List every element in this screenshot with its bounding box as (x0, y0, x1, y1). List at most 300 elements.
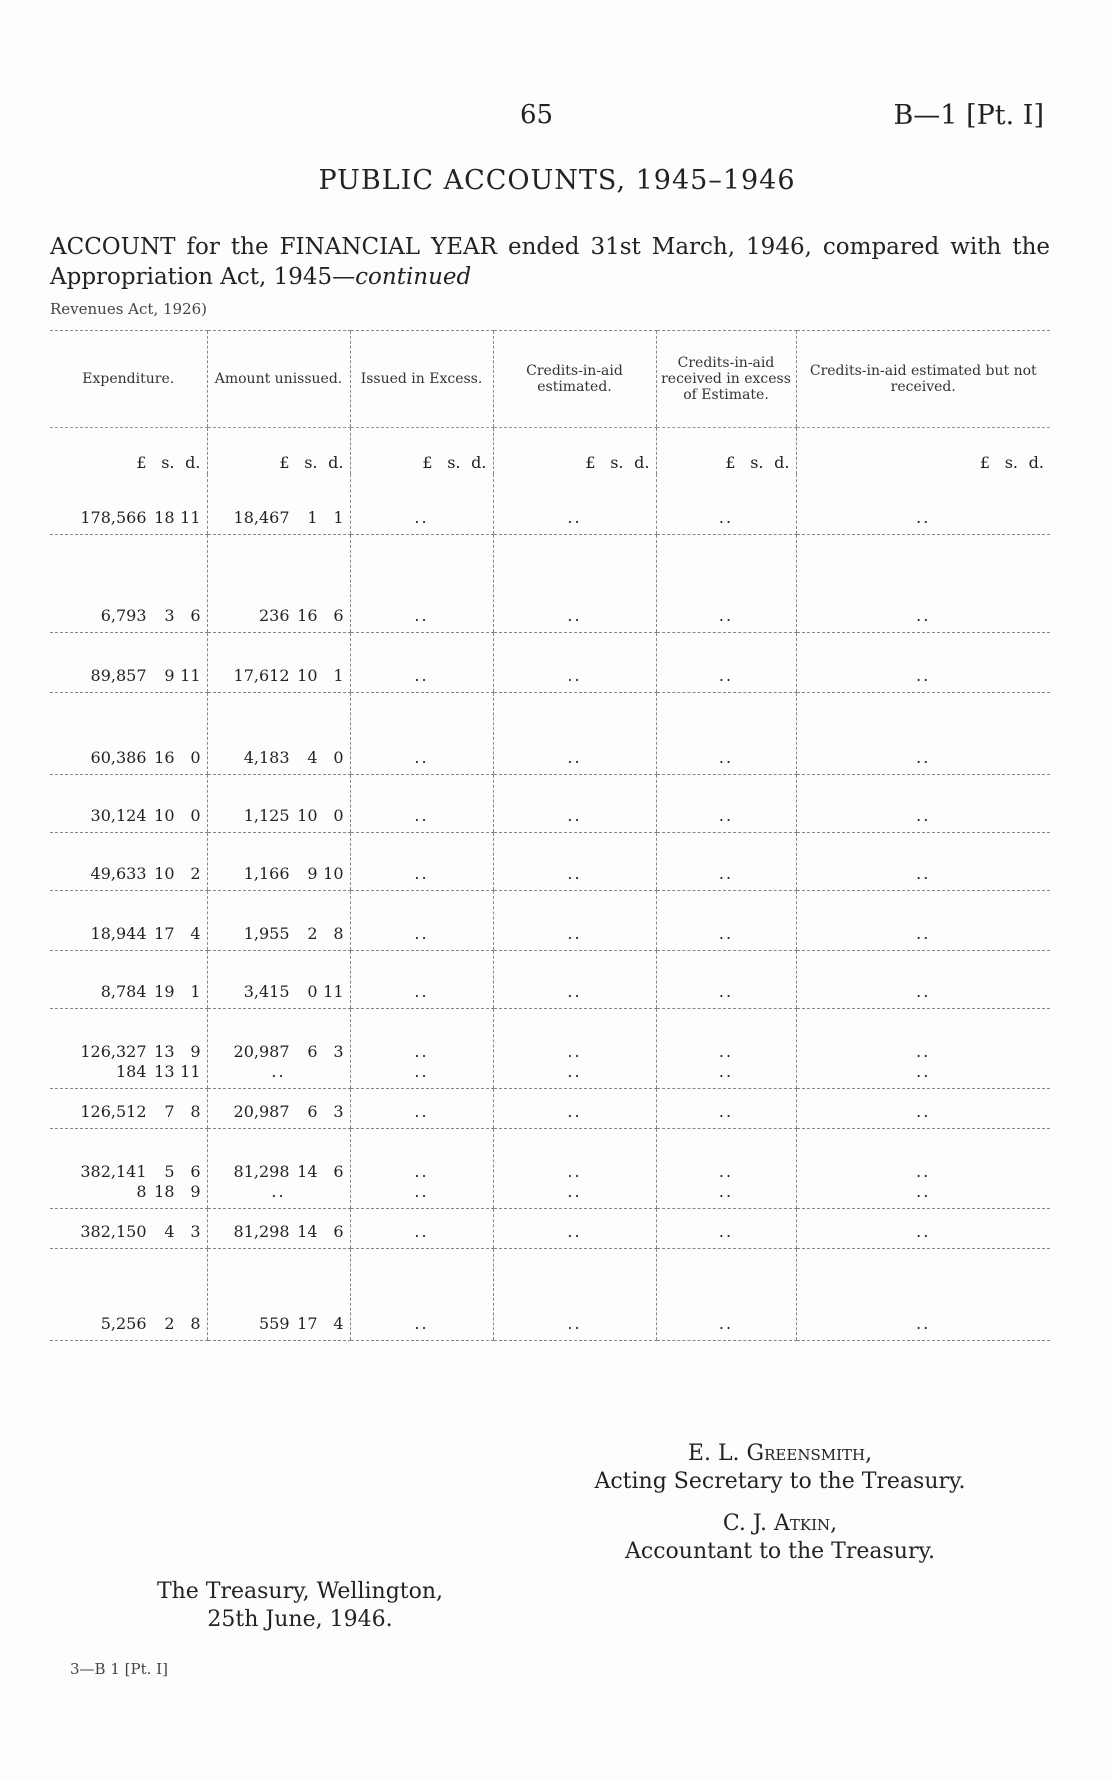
signature-block-2 (560, 1510, 1000, 1566)
unit-shilling: s. (1004, 453, 1018, 472)
nil-marker: .. (916, 1041, 931, 1061)
nil-cell (350, 1128, 493, 1208)
nil-cell (656, 632, 796, 692)
shillings: 16 (297, 605, 318, 625)
nil-marker: .. (718, 863, 734, 883)
unit-pound: £ (422, 453, 433, 472)
pounds: 559 (258, 1313, 290, 1333)
nil-marker: .. (567, 747, 582, 767)
unissued-amount (208, 1102, 350, 1122)
nil-cell (493, 474, 656, 534)
expenditure-cell (50, 1088, 207, 1128)
nil-cell (796, 534, 1050, 632)
page-number: 65 (520, 100, 554, 130)
pounds: 4,183 (243, 747, 290, 767)
expenditure-amount (50, 806, 207, 826)
nil-cell (350, 1208, 493, 1248)
expenditure-amount (50, 1222, 207, 1242)
pounds: 178,566 (80, 507, 147, 527)
page-title: PUBLIC ACCOUNTS, 1945–1946 (318, 165, 796, 196)
pounds: 126,327 (80, 1041, 147, 1061)
nil-marker: .. (718, 1101, 734, 1121)
unissued-cell (207, 832, 350, 890)
expenditure-cell (50, 1208, 207, 1248)
nil-marker: .. (414, 923, 429, 943)
pounds: 1,166 (243, 863, 290, 883)
nil-cell (796, 1248, 1050, 1340)
col-credits-not-received: Credits-in-aid estimated but not received. (796, 331, 1050, 428)
expenditure-amount (50, 1102, 207, 1122)
nil-marker: .. (916, 981, 931, 1001)
nil-marker: .. (414, 1161, 429, 1181)
pounds: 60,386 (90, 747, 147, 767)
table-row (50, 692, 1050, 774)
unit-pence: d. (774, 453, 790, 472)
shillings: 18 (154, 1181, 175, 1201)
pence: 3 (190, 1221, 201, 1241)
nil-cell (656, 474, 796, 534)
pence: 0 (190, 747, 201, 767)
unissued-amount (208, 1162, 350, 1182)
nil-cell (493, 890, 656, 950)
expenditure-cell (50, 534, 207, 632)
signatory-name: C. J. Atkin, (722, 1511, 838, 1536)
nil-cell (796, 1208, 1050, 1248)
expenditure-cell (50, 692, 207, 774)
nil-cell (350, 1088, 493, 1128)
pounds: 126,512 (80, 1101, 147, 1121)
nil-marker: .. (916, 863, 931, 883)
nil-marker: .. (718, 507, 734, 527)
pence: 0 (333, 805, 344, 825)
nil-cell (656, 692, 796, 774)
expenditure-amount (50, 1314, 207, 1334)
signatory-name: E. L. Greensmith, (687, 1441, 873, 1466)
nil-marker: .. (567, 1061, 582, 1081)
unit-shilling: s. (750, 453, 764, 472)
pounds: 20,987 (233, 1041, 290, 1061)
nil-cell (350, 832, 493, 890)
unissued-amount (208, 508, 350, 528)
nil-marker: .. (718, 1181, 734, 1201)
header-row (50, 331, 1050, 428)
units-labels (797, 453, 1051, 472)
nil-cell (656, 1248, 796, 1340)
pence: 8 (333, 923, 344, 943)
expenditure-cell (50, 1248, 207, 1340)
nil-marker: .. (718, 805, 734, 825)
signatory-title: Acting Secretary to the Treasury. (594, 1469, 966, 1494)
pounds: 5,256 (100, 1313, 147, 1333)
nil-marker: .. (567, 1161, 582, 1181)
nil-cell (493, 534, 656, 632)
pence: 6 (190, 605, 201, 625)
pounds: 8,784 (100, 981, 147, 1001)
nil-marker: .. (567, 665, 582, 685)
signature-block-1 (560, 1440, 1000, 1496)
nil-cell (493, 1208, 656, 1248)
nil-marker: .. (916, 923, 931, 943)
pounds: 184 (115, 1061, 147, 1081)
units-labels (50, 453, 207, 472)
nil-marker: .. (718, 1161, 734, 1181)
nil-marker: .. (916, 507, 931, 527)
table-row (50, 534, 1050, 632)
unit-pence: d. (634, 453, 650, 472)
col-expenditure: Expenditure. (50, 331, 207, 428)
nil-marker: .. (414, 605, 429, 625)
shillings: 10 (154, 863, 175, 883)
pence: 6 (333, 605, 344, 625)
nil-cell (493, 692, 656, 774)
shillings: 14 (297, 1161, 318, 1181)
nil-cell (493, 1088, 656, 1128)
unit-pound: £ (725, 453, 736, 472)
unissued-cell (207, 632, 350, 692)
expenditure-cell (50, 950, 207, 1008)
nil-marker: .. (916, 665, 931, 685)
nil-marker: .. (916, 1313, 931, 1333)
expenditure-amount (50, 1062, 207, 1082)
pence: 0 (333, 747, 344, 767)
pounds: 81,298 (233, 1161, 290, 1181)
unit-pence: d. (471, 453, 487, 472)
shillings: 19 (154, 981, 175, 1001)
nil-cell (350, 632, 493, 692)
nil-cell (796, 890, 1050, 950)
shillings: 17 (297, 1313, 318, 1333)
nil-marker: .. (718, 665, 734, 685)
nil-marker: .. (567, 605, 582, 625)
nil-marker: .. (916, 805, 931, 825)
pence: 1 (333, 665, 344, 685)
shillings: 10 (154, 805, 175, 825)
pence: 1 (333, 507, 344, 527)
expenditure-amount (50, 508, 207, 528)
table-row (50, 632, 1050, 692)
pence: 4 (333, 1313, 344, 1333)
nil-marker: .. (414, 507, 429, 527)
nil-cell (493, 832, 656, 890)
shillings: 1 (307, 507, 318, 527)
place: The Treasury, Wellington, (156, 1579, 444, 1604)
nil-cell (656, 774, 796, 832)
table-row (50, 1208, 1050, 1248)
unissued-amount (208, 982, 350, 1002)
shillings: 6 (307, 1041, 318, 1061)
unissued-amount (208, 1222, 350, 1242)
footer-reference: 3—B 1 [Pt. I] (70, 1660, 168, 1678)
nil-marker: .. (567, 863, 582, 883)
account-heading (50, 232, 1050, 292)
unit-pound: £ (585, 453, 596, 472)
units-cell (207, 428, 350, 475)
units-cell (350, 428, 493, 475)
expenditure-cell (50, 890, 207, 950)
expenditure-cell (50, 832, 207, 890)
nil-marker: .. (414, 863, 429, 883)
shillings: 2 (307, 923, 318, 943)
nil-cell (656, 1008, 796, 1088)
nil-marker: .. (414, 1181, 429, 1201)
nil-marker: .. (414, 1221, 429, 1241)
nil-marker: .. (718, 1313, 734, 1333)
shillings: 6 (307, 1101, 318, 1121)
nil-marker: .. (916, 1181, 931, 1201)
nil-marker: .. (567, 1041, 582, 1061)
nil-marker: .. (567, 1101, 582, 1121)
table-row (50, 890, 1050, 950)
expenditure-cell (50, 632, 207, 692)
units-labels (208, 453, 350, 472)
pounds: 6,793 (100, 605, 147, 625)
unit-shilling: s. (447, 453, 461, 472)
shillings: 13 (154, 1041, 175, 1061)
pounds: 30,124 (90, 805, 147, 825)
nil-cell (350, 692, 493, 774)
units-labels (494, 453, 656, 472)
unissued-amount (208, 924, 350, 944)
pounds: 18,944 (90, 923, 147, 943)
nil-cell (796, 1008, 1050, 1088)
expenditure-amount (50, 1182, 207, 1202)
shillings: 3 (164, 605, 175, 625)
shillings: 10 (297, 805, 318, 825)
nil-marker: .. (414, 1101, 429, 1121)
unissued-cell (207, 1128, 350, 1208)
pence: 0 (190, 805, 201, 825)
unissued-cell (207, 1008, 350, 1088)
unissued-amount (208, 666, 350, 686)
unit-shilling: s. (304, 453, 318, 472)
shillings: 5 (164, 1161, 175, 1181)
pounds: 8 (136, 1181, 147, 1201)
nil-marker: .. (414, 665, 429, 685)
unissued-amount (208, 606, 350, 626)
pence: 4 (190, 923, 201, 943)
expenditure-amount (50, 666, 207, 686)
nil-marker: .. (567, 1221, 582, 1241)
shillings: 9 (164, 665, 175, 685)
nil-marker: .. (414, 805, 429, 825)
shillings: 18 (154, 507, 175, 527)
pounds: 236 (258, 605, 290, 625)
nil-cell (656, 1088, 796, 1128)
unit-pound: £ (979, 453, 990, 472)
nil-marker: .. (916, 1101, 931, 1121)
unissued-amount (208, 1314, 350, 1334)
pence: 8 (190, 1101, 201, 1121)
expenditure-cell (50, 1128, 207, 1208)
nil-marker: .. (916, 1161, 931, 1181)
pence: 6 (333, 1221, 344, 1241)
col-issued-in-excess: Issued in Excess. (350, 331, 493, 428)
document-reference: B—1 [Pt. I] (893, 100, 1044, 131)
nil-marker: .. (718, 981, 734, 1001)
account-table (50, 330, 1050, 1341)
pounds: 382,141 (80, 1161, 147, 1181)
nil-cell (493, 774, 656, 832)
nil-marker: .. (916, 747, 931, 767)
pence: 6 (190, 1161, 201, 1181)
pence: 11 (180, 1061, 201, 1081)
pence: 3 (333, 1041, 344, 1061)
col-credits-received-excess: Credits-in-aid received in excess of Estimate. (656, 331, 796, 428)
expenditure-amount (50, 748, 207, 768)
table-row (50, 832, 1050, 890)
shillings: 17 (154, 923, 175, 943)
nil-marker: .. (271, 1181, 286, 1201)
table-row (50, 1088, 1050, 1128)
unissued-cell (207, 474, 350, 534)
unissued-amount (208, 748, 350, 768)
units-labels (657, 453, 796, 472)
nil-marker: .. (718, 1221, 734, 1241)
nil-cell (493, 1248, 656, 1340)
unit-shilling: s. (610, 453, 624, 472)
nil-cell (350, 890, 493, 950)
expenditure-cell (50, 1008, 207, 1088)
unissued-amount (208, 806, 350, 826)
nil-cell (350, 1008, 493, 1088)
table-row (50, 774, 1050, 832)
heading-continued: continued (355, 264, 472, 290)
nil-marker: .. (567, 1313, 582, 1333)
nil-cell (656, 890, 796, 950)
nil-cell (796, 1128, 1050, 1208)
pounds: 17,612 (233, 665, 290, 685)
place-date-block (120, 1578, 480, 1634)
nil-cell (493, 632, 656, 692)
pounds: 49,633 (90, 863, 147, 883)
shillings: 14 (297, 1221, 318, 1241)
expenditure-amount (50, 982, 207, 1002)
unissued-cell (207, 1208, 350, 1248)
unissued-cell (207, 534, 350, 632)
nil-marker: .. (414, 747, 429, 767)
subheading: Revenues Act, 1926) (50, 300, 208, 318)
pence: 11 (323, 981, 344, 1001)
nil-cell (493, 1008, 656, 1088)
nil-marker: .. (414, 1313, 429, 1333)
shillings: 10 (297, 665, 318, 685)
pounds: 20,987 (233, 1101, 290, 1121)
table-row (50, 1008, 1050, 1088)
nil-marker: .. (916, 605, 931, 625)
pence: 3 (333, 1101, 344, 1121)
nil-cell (350, 474, 493, 534)
nil-marker: .. (414, 981, 429, 1001)
unit-pound: £ (136, 453, 147, 472)
nil-cell (796, 692, 1050, 774)
pounds: 382,150 (80, 1221, 147, 1241)
pounds: 1,955 (243, 923, 290, 943)
expenditure-cell (50, 774, 207, 832)
nil-marker: .. (567, 923, 582, 943)
nil-marker: .. (916, 1061, 931, 1081)
nil-marker: .. (718, 605, 734, 625)
date: 25th June, 1946. (207, 1607, 393, 1632)
expenditure-cell (50, 474, 207, 534)
shillings: 4 (164, 1221, 175, 1241)
nil-marker: .. (414, 1061, 429, 1081)
shillings: 16 (154, 747, 175, 767)
table-row (50, 1128, 1050, 1208)
nil-cell (656, 950, 796, 1008)
col-amount-unissued: Amount unissued. (207, 331, 350, 428)
pence: 11 (180, 507, 201, 527)
pence: 1 (190, 981, 201, 1001)
expenditure-amount (50, 864, 207, 884)
nil-marker: .. (718, 747, 734, 767)
pence: 6 (333, 1161, 344, 1181)
nil-cell (350, 534, 493, 632)
expenditure-amount (50, 606, 207, 626)
nil-cell (493, 1128, 656, 1208)
shillings: 0 (307, 981, 318, 1001)
shillings: 13 (154, 1061, 175, 1081)
pence: 8 (190, 1313, 201, 1333)
nil-cell (350, 950, 493, 1008)
signatory-title: Accountant to the Treasury. (625, 1539, 935, 1564)
shillings: 9 (307, 863, 318, 883)
nil-marker: .. (718, 923, 734, 943)
unissued-cell (207, 1248, 350, 1340)
pounds: 3,415 (243, 981, 290, 1001)
units-labels (351, 453, 493, 472)
pounds: 81,298 (233, 1221, 290, 1241)
unissued-amount (208, 864, 350, 884)
col-credits-estimated: Credits-in-aid estimated. (493, 331, 656, 428)
pounds: 89,857 (90, 665, 147, 685)
pounds: 18,467 (233, 507, 290, 527)
unissued-cell (207, 774, 350, 832)
nil-cell (656, 832, 796, 890)
nil-cell (796, 832, 1050, 890)
pence: 2 (190, 863, 201, 883)
units-cell (50, 428, 207, 475)
table-row (50, 474, 1050, 534)
pounds: 1,125 (243, 805, 290, 825)
nil-cell (656, 1208, 796, 1248)
pence: 9 (190, 1181, 201, 1201)
unit-pence: d. (1028, 453, 1044, 472)
unissued-cell (207, 692, 350, 774)
nil-cell (656, 1128, 796, 1208)
nil-marker: .. (718, 1041, 734, 1061)
unissued-cell (207, 1088, 350, 1128)
nil-marker: .. (567, 805, 582, 825)
unit-pence: d. (185, 453, 201, 472)
unit-shilling: s. (161, 453, 175, 472)
units-cell (493, 428, 656, 475)
nil-cell (350, 1248, 493, 1340)
unit-pence: d. (328, 453, 344, 472)
units-cell (796, 428, 1050, 475)
shillings: 4 (307, 747, 318, 767)
shillings: 2 (164, 1313, 175, 1333)
nil-cell (656, 534, 796, 632)
nil-cell (350, 774, 493, 832)
nil-cell (796, 632, 1050, 692)
pence: 10 (323, 863, 344, 883)
expenditure-amount (50, 924, 207, 944)
expenditure-amount (50, 1042, 207, 1062)
expenditure-amount (50, 1162, 207, 1182)
nil-marker: .. (567, 981, 582, 1001)
pence: 11 (180, 665, 201, 685)
units-cell (656, 428, 796, 475)
